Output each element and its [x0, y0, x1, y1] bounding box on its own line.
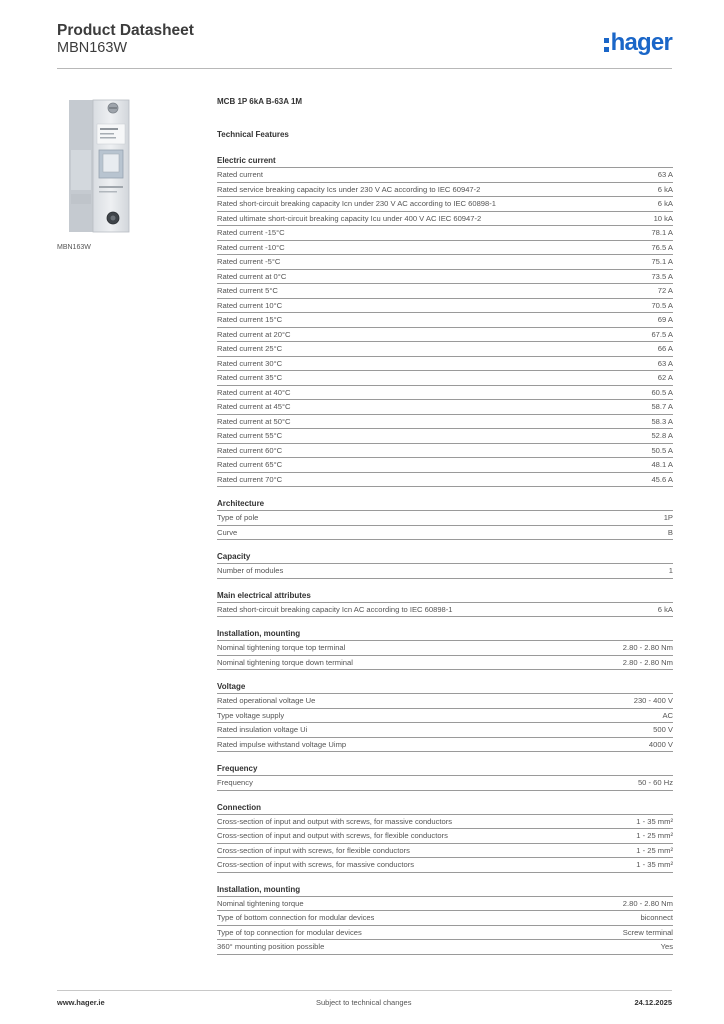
spec-label: Cross-section of input and output with screws, for flexible conductors: [217, 831, 448, 841]
spec-value: 63 A: [657, 358, 673, 368]
spec-label: Rated current 15°C: [217, 315, 283, 325]
spec-label: Rated current 70°C: [217, 474, 283, 484]
section-title: Electric current: [217, 155, 673, 168]
technical-features-heading: Technical Features: [217, 130, 289, 139]
hager-logo: [604, 28, 672, 58]
spec-row: [217, 858, 673, 873]
spec-row: [217, 897, 673, 912]
spec-row: [217, 299, 673, 314]
spec-value: AC: [662, 710, 673, 720]
spec-row: [217, 641, 673, 656]
spec-row: [217, 738, 673, 753]
spec-value: 58.3 A: [651, 416, 673, 426]
logo-dots-icon: [604, 38, 609, 52]
spec-section: [217, 498, 673, 540]
header-divider: [57, 68, 672, 69]
spec-value: 73.5 A: [651, 271, 673, 281]
spec-value: 78.1 A: [651, 228, 673, 238]
spec-row: [217, 829, 673, 844]
spec-row: [217, 526, 673, 541]
section-title: Installation, mounting: [217, 628, 673, 641]
spec-label: Rated current 5°C: [217, 286, 278, 296]
spec-label: Rated current -15°C: [217, 228, 285, 238]
spec-label: Type of top connection for modular devices: [217, 927, 362, 937]
spec-row: [217, 226, 673, 241]
spec-value: 60.5 A: [651, 387, 673, 397]
spec-section: [217, 155, 673, 487]
spec-label: Nominal tightening torque: [217, 898, 304, 908]
spec-value: 50 - 60 Hz: [637, 778, 673, 788]
spec-label: Nominal tightening torque down terminal: [217, 657, 353, 667]
spec-value: 67.5 A: [651, 329, 673, 339]
spec-label: Rated short-circuit breaking capacity Icn under 230 V AC according to IEC 60898-1: [217, 199, 497, 209]
spec-section: [217, 551, 673, 579]
spec-row: [217, 400, 673, 415]
spec-value: 10 kA: [653, 213, 673, 223]
spec-label: Cross-section of input with screws, for massive conductors: [217, 860, 415, 870]
spec-row: [217, 656, 673, 671]
section-title: Architecture: [217, 498, 673, 511]
spec-value: 230 - 400 V: [633, 696, 673, 706]
spec-label: Number of modules: [217, 566, 284, 576]
spec-label: Rated current at 50°C: [217, 416, 291, 426]
spec-label: Rated current 30°C: [217, 358, 283, 368]
spec-label: Rated short-circuit breaking capacity Icn AC according to IEC 60898-1: [217, 604, 453, 614]
spec-row: [217, 694, 673, 709]
spec-label: Rated ultimate short-circuit breaking capacity Icu under 400 V AC IEC 60947-2: [217, 213, 482, 223]
spec-row: [217, 603, 673, 618]
spec-section: [217, 590, 673, 618]
spec-row: [217, 926, 673, 941]
spec-value: 6 kA: [657, 604, 673, 614]
spec-value: 1 - 35 mm²: [636, 860, 673, 870]
datasheet-content: [217, 97, 673, 966]
spec-value: 66 A: [657, 344, 673, 354]
product-reference: MBN163W: [57, 40, 128, 56]
spec-label: Cross-section of input with screws, for flexible conductors: [217, 845, 410, 855]
spec-value: 1 - 25 mm²: [636, 831, 673, 841]
spec-row: [217, 241, 673, 256]
section-title: Installation, mounting: [217, 884, 673, 897]
page-title: Product Datasheet: [57, 22, 194, 39]
circuit-breaker-image: [57, 94, 199, 236]
spec-label: Rated current 65°C: [217, 460, 283, 470]
spec-label: Rated current at 45°C: [217, 402, 291, 412]
spec-row: [217, 511, 673, 526]
section-title: Connection: [217, 802, 673, 815]
spec-value: 58.7 A: [651, 402, 673, 412]
spec-value: 76.5 A: [651, 242, 673, 252]
spec-label: Rated current at 0°C: [217, 271, 287, 281]
spec-section: [217, 681, 673, 752]
spec-row: [217, 168, 673, 183]
spec-row: [217, 723, 673, 738]
spec-label: Cross-section of input and output with screws, for massive conductors: [217, 816, 453, 826]
spec-value: 6 kA: [657, 199, 673, 209]
spec-row: [217, 270, 673, 285]
logo-text: hager: [610, 29, 672, 56]
spec-section: [217, 763, 673, 791]
spec-label: Frequency: [217, 778, 253, 788]
spec-value: 52.8 A: [651, 431, 673, 441]
footer-divider: [57, 990, 672, 991]
spec-label: Rated current 10°C: [217, 300, 283, 310]
spec-label: Type of pole: [217, 513, 259, 523]
spec-row: [217, 328, 673, 343]
spec-value: 72 A: [657, 286, 673, 296]
spec-value: 4000 V: [648, 739, 673, 749]
spec-value: 70.5 A: [651, 300, 673, 310]
spec-value: 50.5 A: [651, 445, 673, 455]
spec-row: [217, 940, 673, 955]
spec-row: [217, 444, 673, 459]
spec-value: 6 kA: [657, 184, 673, 194]
spec-label: Rated current at 20°C: [217, 329, 291, 339]
spec-value: B: [667, 527, 673, 537]
spec-row: [217, 564, 673, 579]
spec-label: 360° mounting position possible: [217, 942, 325, 952]
spec-row: [217, 313, 673, 328]
spec-row: [217, 815, 673, 830]
spec-value: 1 - 35 mm²: [636, 816, 673, 826]
spec-row: [217, 844, 673, 859]
spec-label: Type of bottom connection for modular devices: [217, 913, 375, 923]
footer-notice: Subject to technical changes: [316, 998, 412, 1007]
feature-sections: [217, 155, 673, 955]
spec-row: [217, 415, 673, 430]
spec-label: Type voltage supply: [217, 710, 285, 720]
section-title: Capacity: [217, 551, 673, 564]
spec-value: 1 - 25 mm²: [636, 845, 673, 855]
spec-value: 69 A: [657, 315, 673, 325]
spec-row: [217, 473, 673, 488]
spec-label: Rated service breaking capacity Ics under 230 V AC according to IEC 60947-2: [217, 184, 481, 194]
footer-website: www.hager.ie: [57, 998, 105, 1007]
spec-value: 48.1 A: [651, 460, 673, 470]
section-title: Frequency: [217, 763, 673, 776]
spec-value: Yes: [660, 942, 673, 952]
spec-row: [217, 212, 673, 227]
spec-label: Rated current at 40°C: [217, 387, 291, 397]
spec-value: 1: [668, 566, 673, 576]
spec-value: biconnect: [640, 913, 673, 923]
spec-value: 62 A: [657, 373, 673, 383]
spec-row: [217, 776, 673, 791]
spec-value: 45.6 A: [651, 474, 673, 484]
footer-date: 24.12.2025: [634, 998, 672, 1007]
image-caption: MBN163W: [57, 244, 91, 251]
spec-value: 2.80 - 2.80 Nm: [622, 643, 673, 653]
spec-value: 2.80 - 2.80 Nm: [622, 657, 673, 667]
spec-row: [217, 255, 673, 270]
spec-row: [217, 357, 673, 372]
spec-row: [217, 197, 673, 212]
spec-label: Rated current: [217, 170, 264, 180]
spec-row: [217, 183, 673, 198]
spec-label: Rated impulse withstand voltage Uimp: [217, 739, 347, 749]
spec-label: Nominal tightening torque top terminal: [217, 643, 346, 653]
spec-value: 1P: [663, 513, 673, 523]
spec-label: Rated current -5°C: [217, 257, 281, 267]
spec-row: [217, 342, 673, 357]
spec-section: [217, 628, 673, 670]
spec-label: Rated current 55°C: [217, 431, 283, 441]
spec-label: Rated operational voltage Ue: [217, 696, 316, 706]
spec-label: Curve: [217, 527, 238, 537]
spec-section: [217, 884, 673, 955]
spec-section: [217, 802, 673, 873]
spec-label: Rated insulation voltage Ui: [217, 725, 308, 735]
section-title: Main electrical attributes: [217, 590, 673, 603]
spec-value: 63 A: [657, 170, 673, 180]
spec-label: Rated current 35°C: [217, 373, 283, 383]
product-name: MCB 1P 6kA B-63A 1M: [217, 97, 303, 106]
spec-row: [217, 371, 673, 386]
spec-row: [217, 429, 673, 444]
spec-row: [217, 911, 673, 926]
section-title: Voltage: [217, 681, 673, 694]
spec-value: 75.1 A: [651, 257, 673, 267]
spec-label: Rated current -10°C: [217, 242, 285, 252]
spec-value: 500 V: [653, 725, 673, 735]
spec-value: 2.80 - 2.80 Nm: [622, 898, 673, 908]
spec-row: [217, 458, 673, 473]
spec-row: [217, 284, 673, 299]
spec-label: Rated current 25°C: [217, 344, 283, 354]
spec-row: [217, 386, 673, 401]
spec-label: Rated current 60°C: [217, 445, 283, 455]
spec-row: [217, 709, 673, 724]
spec-value: Screw terminal: [622, 927, 673, 937]
